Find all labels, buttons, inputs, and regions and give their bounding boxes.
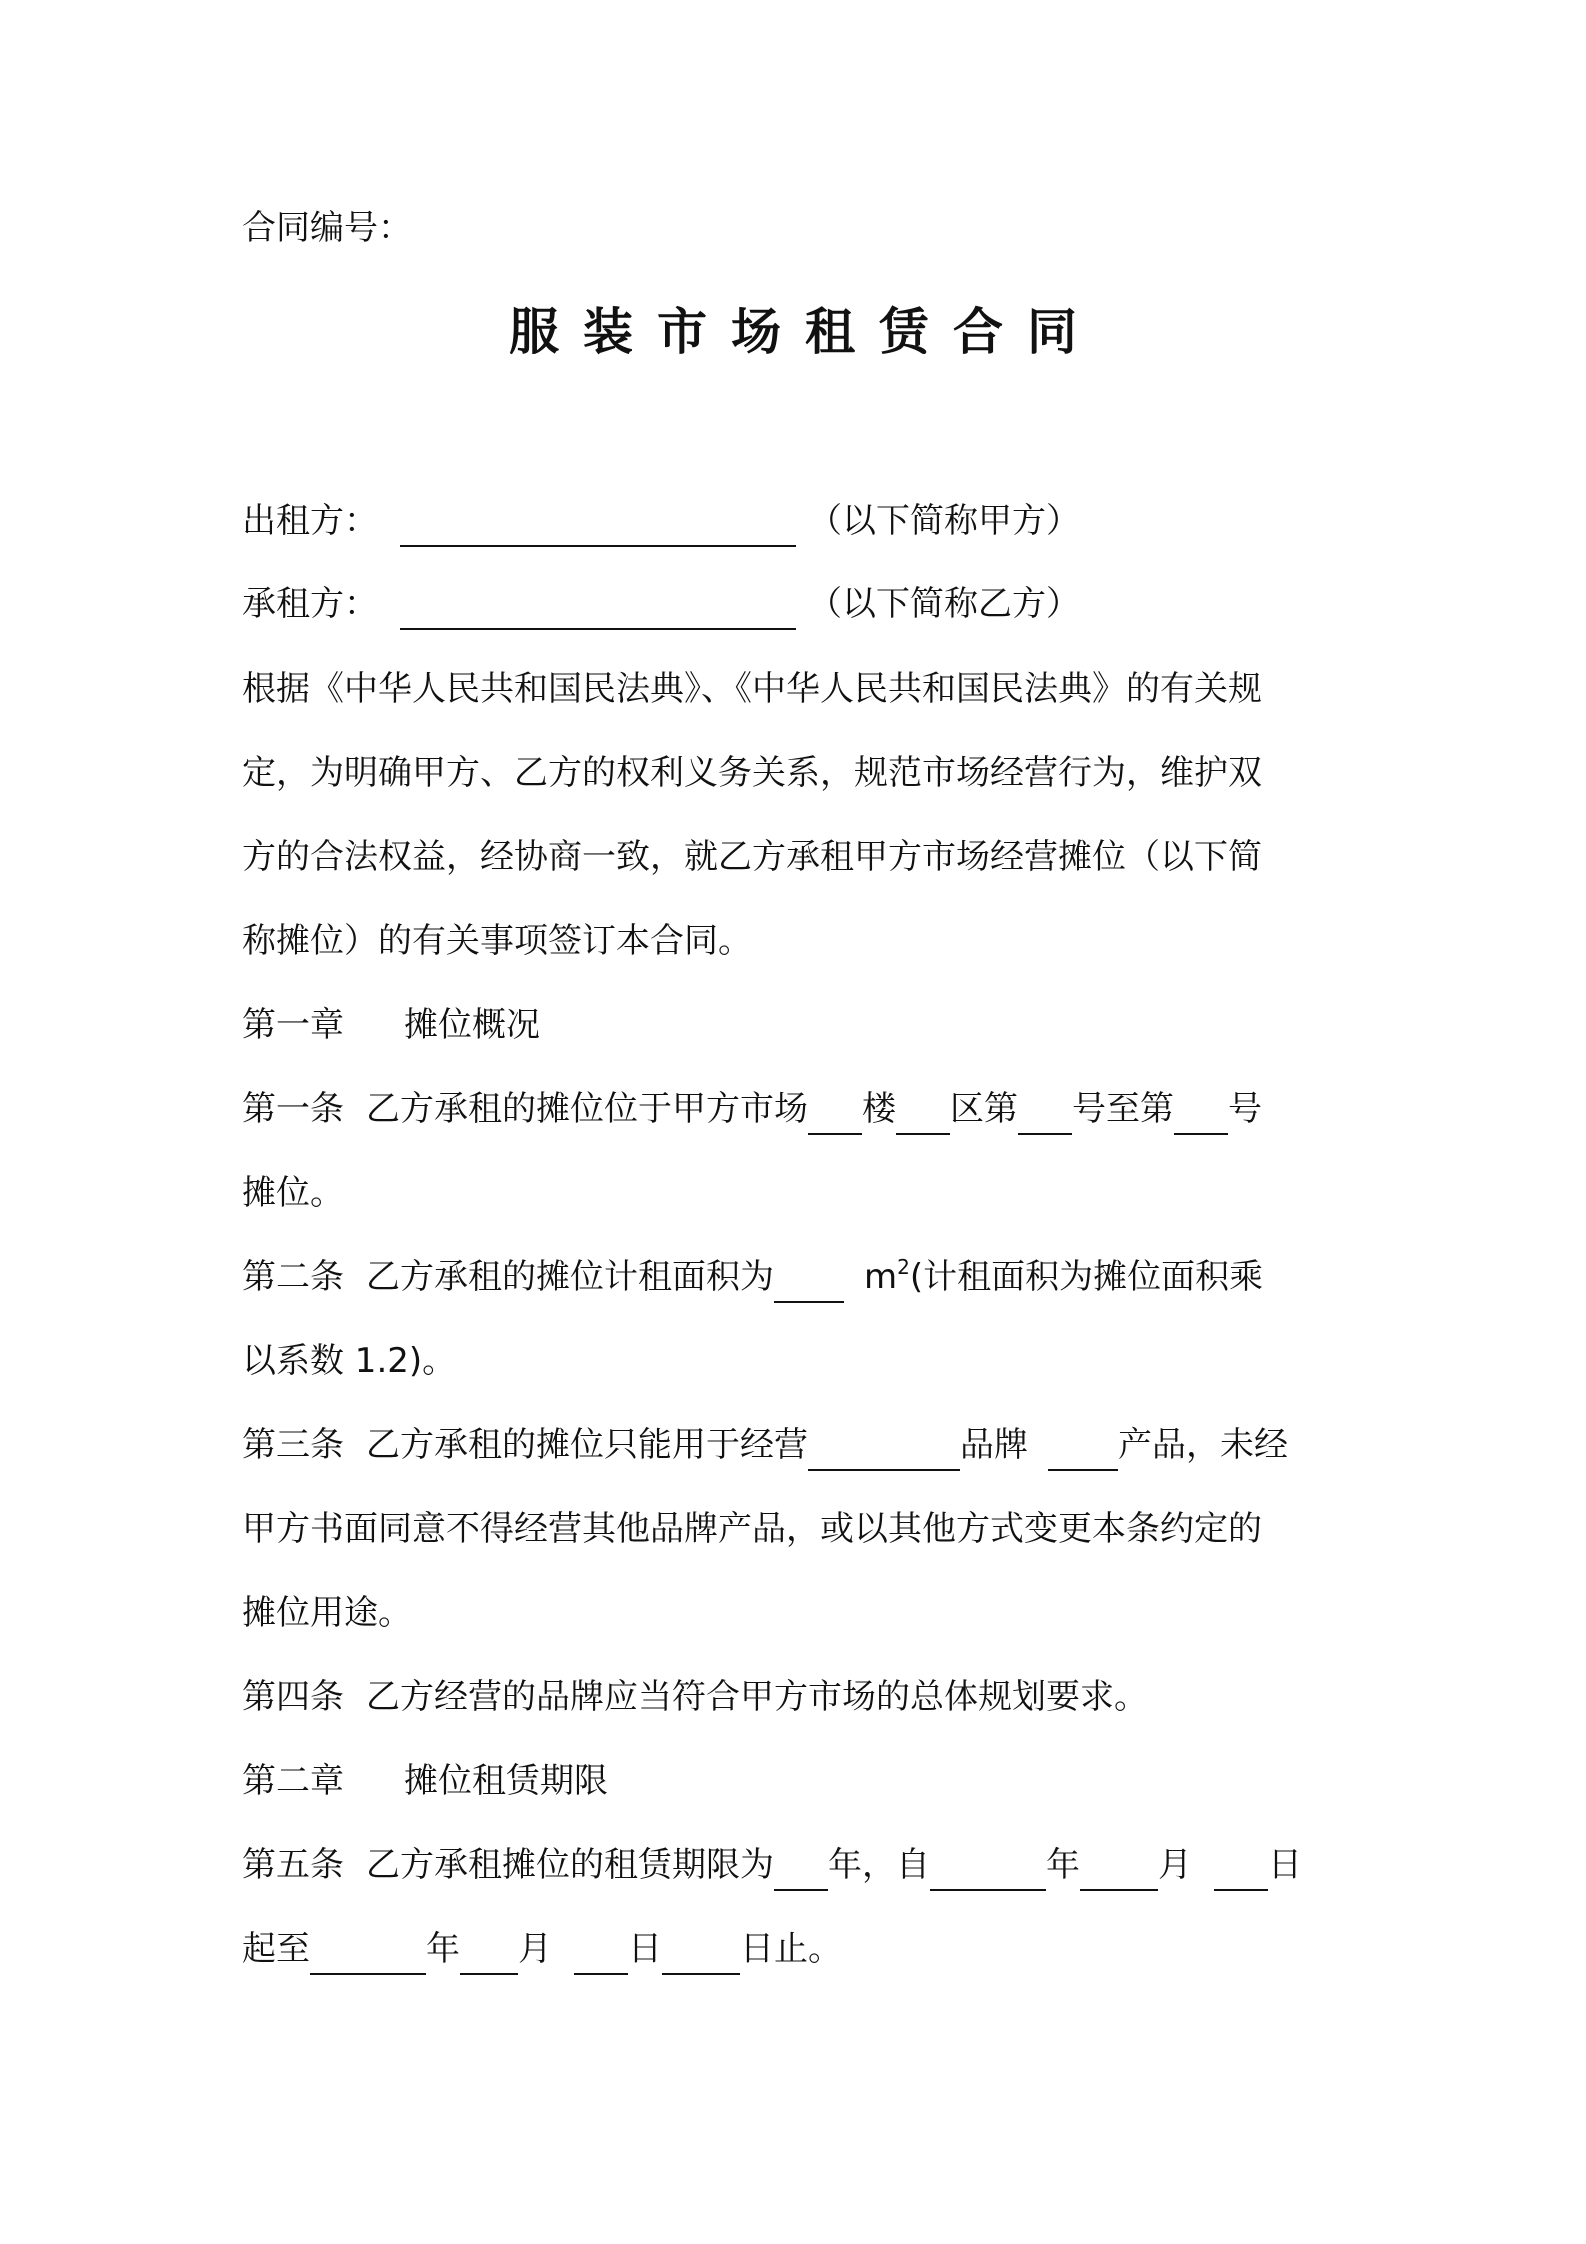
article-5-line-2-c: 月 (518, 1929, 552, 1969)
article-5-line-2 (242, 1919, 1357, 1979)
lessor-row (242, 491, 1357, 551)
chapter-1-title: 摊位概况 (404, 1005, 540, 1045)
lessee-label: 承租方： (242, 584, 378, 624)
article-5-line-2-e: 日止。 (740, 1929, 842, 1969)
article-2-text-a: 乙方承租的摊位计租面积为 (366, 1257, 774, 1297)
article-1-text-c: 区第 (950, 1089, 1018, 1129)
chapter-2-heading (242, 1751, 1357, 1811)
lessor-note: （以下简称甲方） (808, 501, 1080, 541)
article-2-line-1 (242, 1247, 1357, 1307)
article-1-text-a: 乙方承租的摊位位于甲方市场 (366, 1089, 808, 1129)
article-5-line-2-b: 年 (426, 1929, 460, 1969)
preamble-line-2 (242, 743, 1357, 803)
document-title: 服装市场租赁合同 (509, 303, 1101, 361)
article-3-line-1 (242, 1415, 1357, 1475)
chapter-2-title: 摊位租赁期限 (404, 1761, 608, 1801)
article-2-line-2-text: 以系数 1.2)。 (242, 1341, 457, 1381)
article-5-text-d: 月 (1158, 1845, 1192, 1885)
zone-blank[interactable] (896, 1089, 950, 1135)
article-1-text-b: 楼 (862, 1089, 896, 1129)
article-3-text-b: 品牌 (960, 1425, 1028, 1465)
article-2-label: 第二条 (242, 1257, 344, 1297)
end-year-blank[interactable] (310, 1929, 426, 1975)
stall-to-blank[interactable] (1174, 1089, 1228, 1135)
article-3-line-2-text: 甲方书面同意不得经营其他品牌产品，或以其他方式变更本条约定的 (242, 1509, 1262, 1549)
chapter-1-number: 第一章 (242, 1005, 344, 1045)
article-5-text-a: 乙方承租摊位的租赁期限为 (366, 1845, 774, 1885)
contract-number-label: 合同编号： (242, 208, 412, 248)
article-5-text-c: 年 (1046, 1845, 1080, 1885)
article-3-text-a: 乙方承租的摊位只能用于经营 (366, 1425, 808, 1465)
article-1-text-d: 号至第 (1072, 1089, 1174, 1129)
lessee-note: （以下简称乙方） (808, 584, 1080, 624)
lessor-blank[interactable] (400, 501, 796, 547)
article-5-line-2-d: 日 (628, 1929, 662, 1969)
article-3-line-3-text: 摊位用途。 (242, 1593, 412, 1633)
chapter-2-number: 第二章 (242, 1761, 344, 1801)
lessee-row (242, 574, 1357, 634)
article-5-line-2-a: 起至 (242, 1929, 310, 1969)
article-4-label: 第四条 (242, 1677, 344, 1717)
article-5-line-1 (242, 1835, 1357, 1895)
article-3-line-2 (242, 1499, 1357, 1559)
article-4-text: 乙方经营的品牌应当符合甲方市场的总体规划要求。 (366, 1677, 1148, 1717)
term-years-blank[interactable] (774, 1845, 828, 1891)
stall-from-blank[interactable] (1018, 1089, 1072, 1135)
article-2-line-2 (242, 1331, 1357, 1391)
chapter-1-heading (242, 995, 1357, 1055)
article-1-line-1 (242, 1079, 1357, 1139)
article-1-label: 第一条 (242, 1089, 344, 1129)
article-5-text-e: 日 (1268, 1845, 1302, 1885)
article-5-text-b: 年，自 (828, 1845, 930, 1885)
preamble-line-1 (242, 659, 1357, 719)
article-1-text-e: 号 (1228, 1089, 1262, 1129)
article-3-text-c: 产品，未经 (1118, 1425, 1288, 1465)
lessor-label: 出租方： (242, 501, 378, 541)
product-blank[interactable] (1048, 1425, 1118, 1471)
preamble-text-2: 定，为明确甲方、乙方的权利义务关系，规范市场经营行为，维护双 (242, 753, 1262, 793)
article-3-label: 第三条 (242, 1425, 344, 1465)
end-day-blank[interactable] (574, 1929, 628, 1975)
article-1-line-2 (242, 1163, 1357, 1223)
contract-number-row (242, 198, 1357, 258)
preamble-text-4: 称摊位）的有关事项签订本合同。 (242, 921, 752, 961)
article-3-line-3 (242, 1583, 1357, 1643)
preamble-line-3 (242, 827, 1357, 887)
article-1-line-2-text: 摊位。 (242, 1173, 344, 1213)
start-year-blank[interactable] (930, 1845, 1046, 1891)
floor-blank[interactable] (808, 1089, 862, 1135)
lessee-blank[interactable] (400, 584, 796, 630)
end-month-blank[interactable] (460, 1929, 518, 1975)
article-5-label: 第五条 (242, 1845, 344, 1885)
preamble-text-3: 方的合法权益，经协商一致，就乙方承租甲方市场经营摊位（以下简 (242, 837, 1262, 877)
article-2-text-b: (计租面积为摊位面积乘 (909, 1257, 1264, 1297)
preamble-line-4 (242, 911, 1357, 971)
area-unit: $m^2$ (864, 1255, 910, 1297)
area-blank[interactable] (774, 1257, 844, 1303)
end-extra-blank[interactable] (662, 1929, 740, 1975)
brand-blank[interactable] (808, 1425, 960, 1471)
start-month-blank[interactable] (1080, 1845, 1158, 1891)
start-day-blank[interactable] (1214, 1845, 1268, 1891)
preamble-text-1: 根据《中华人民共和国民法典》、《中华人民共和国民法典》的有关规 (242, 669, 1262, 709)
article-4-line-1 (242, 1667, 1357, 1727)
